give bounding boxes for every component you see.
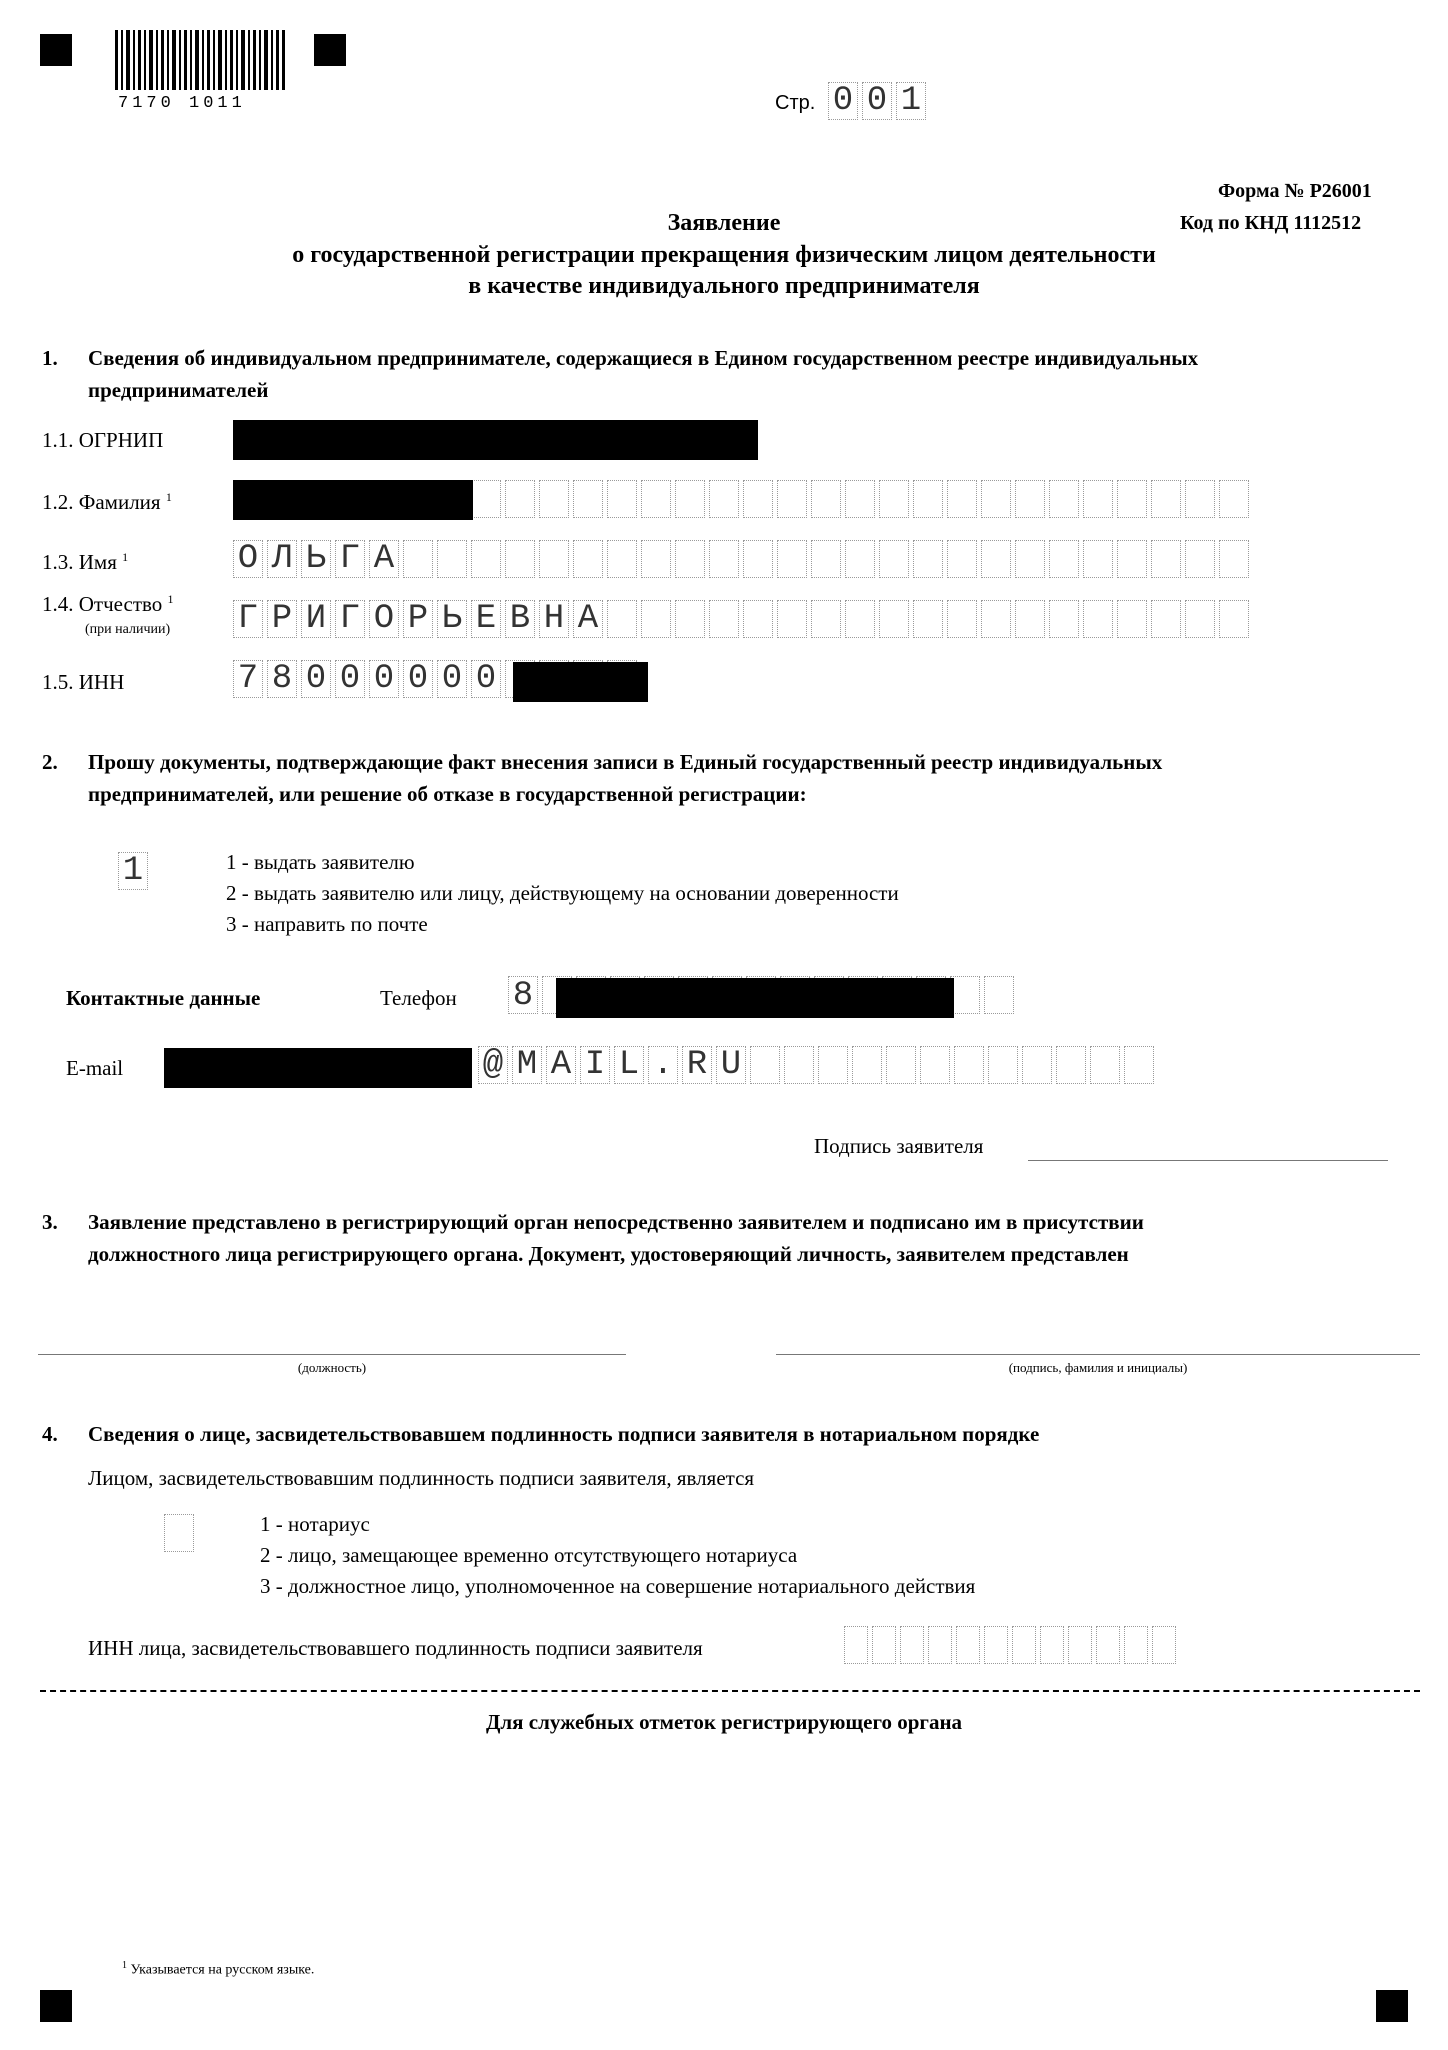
notary-intro: Лицом, засвидетельствовавшим подлинность подписи заявителя, является bbox=[88, 1466, 755, 1490]
corner-marker-bottom-right bbox=[1376, 1990, 1408, 2022]
char-cell[interactable] bbox=[1049, 480, 1079, 518]
char-cell[interactable] bbox=[984, 1626, 1008, 1664]
email-cells[interactable] bbox=[478, 1046, 1158, 1086]
char-cell[interactable] bbox=[1090, 1046, 1120, 1084]
ogrnip-redaction bbox=[233, 420, 758, 460]
page-label: Стр. bbox=[775, 92, 816, 114]
char-cell[interactable] bbox=[845, 480, 875, 518]
patronymic-footnote-mark: 1 bbox=[167, 592, 174, 606]
char-cell[interactable] bbox=[709, 600, 739, 638]
char-cell[interactable] bbox=[675, 480, 705, 518]
footnote-mark: 1 bbox=[122, 1960, 127, 1971]
char-cell[interactable]: О bbox=[233, 540, 263, 578]
char-cell[interactable] bbox=[750, 1046, 780, 1084]
section-3-number: 3. bbox=[42, 1210, 58, 1234]
char-cell[interactable] bbox=[471, 480, 501, 518]
page-digit: 1 bbox=[896, 82, 926, 120]
inn-label: 1.5. ИНН bbox=[42, 670, 125, 694]
char-cell[interactable] bbox=[1040, 1626, 1064, 1664]
char-cell[interactable]: 0 bbox=[403, 660, 433, 698]
patronymic-cells[interactable] bbox=[233, 600, 1253, 640]
patronymic-label bbox=[42, 592, 174, 617]
char-cell[interactable] bbox=[709, 540, 739, 578]
corner-marker-top-right bbox=[314, 34, 346, 66]
section-2-number: 2. bbox=[42, 750, 58, 774]
char-cell[interactable] bbox=[872, 1626, 896, 1664]
signature-line[interactable] bbox=[1028, 1160, 1388, 1161]
char-cell[interactable] bbox=[928, 1626, 952, 1664]
notary-choice-cell[interactable] bbox=[164, 1514, 198, 1554]
form-subtitle-1: о государственной регистрации прекращения физическим лицом деятельности bbox=[292, 242, 1156, 268]
char-cell[interactable] bbox=[954, 1046, 984, 1084]
char-cell[interactable] bbox=[641, 600, 671, 638]
char-cell[interactable] bbox=[607, 480, 637, 518]
char-cell[interactable] bbox=[1068, 1626, 1092, 1664]
char-cell[interactable]: Н bbox=[539, 600, 569, 638]
name-label bbox=[42, 550, 128, 575]
char-cell[interactable]: 0 bbox=[437, 660, 467, 698]
char-cell[interactable] bbox=[1083, 600, 1113, 638]
char-cell[interactable] bbox=[641, 480, 671, 518]
char-cell[interactable] bbox=[607, 600, 637, 638]
patronymic-note: (при наличии) bbox=[85, 622, 171, 637]
char-cell[interactable] bbox=[844, 1626, 868, 1664]
char-cell[interactable] bbox=[743, 480, 773, 518]
notary-choice-value[interactable] bbox=[164, 1514, 194, 1552]
barcode-number: 7170 1011 bbox=[118, 94, 246, 113]
char-cell[interactable] bbox=[641, 540, 671, 578]
char-cell[interactable] bbox=[777, 540, 807, 578]
char-cell[interactable]: 0 bbox=[471, 660, 501, 698]
notary-option-3: 3 - должностное лицо, уполномоченное на совершение нотариального действия bbox=[260, 1574, 976, 1598]
char-cell[interactable] bbox=[981, 540, 1011, 578]
char-cell[interactable]: Л bbox=[267, 540, 297, 578]
surname-label bbox=[42, 490, 172, 515]
char-cell[interactable]: 0 bbox=[369, 660, 399, 698]
char-cell[interactable] bbox=[988, 1046, 1018, 1084]
char-cell[interactable]: Г bbox=[335, 540, 365, 578]
page-digit: 0 bbox=[862, 82, 892, 120]
char-cell[interactable]: Ь bbox=[437, 600, 467, 638]
char-cell[interactable]: Г bbox=[335, 600, 365, 638]
char-cell[interactable] bbox=[675, 540, 705, 578]
page-digit: 0 bbox=[828, 82, 858, 120]
char-cell[interactable] bbox=[818, 1046, 848, 1084]
char-cell[interactable] bbox=[784, 1046, 814, 1084]
char-cell[interactable] bbox=[981, 480, 1011, 518]
char-cell[interactable] bbox=[777, 600, 807, 638]
char-cell[interactable] bbox=[539, 480, 569, 518]
surname-redaction bbox=[233, 480, 473, 520]
delivery-option-2: 2 - выдать заявителю или лицу, действующему на основании доверенности bbox=[226, 881, 899, 905]
ogrnip-label: 1.1. ОГРНИП bbox=[42, 428, 164, 452]
section-3-title-1: Заявление представлено в регистрирующий орган непосредственно заявителем и подписано им в присутствии bbox=[88, 1210, 1144, 1234]
char-cell[interactable] bbox=[1015, 540, 1045, 578]
position-caption: (должность) bbox=[297, 1360, 367, 1375]
char-cell[interactable] bbox=[811, 480, 841, 518]
char-cell[interactable] bbox=[675, 600, 705, 638]
corner-marker-top-left bbox=[40, 34, 72, 66]
char-cell[interactable] bbox=[1151, 480, 1181, 518]
char-cell[interactable] bbox=[1012, 1626, 1036, 1664]
char-cell[interactable] bbox=[573, 540, 603, 578]
char-cell[interactable]: 7 bbox=[233, 660, 263, 698]
char-cell[interactable] bbox=[845, 540, 875, 578]
char-cell[interactable]: Е bbox=[471, 600, 501, 638]
corner-marker-bottom-left bbox=[40, 1990, 72, 2022]
char-cell[interactable] bbox=[1219, 540, 1249, 578]
char-cell[interactable]: 0 bbox=[301, 660, 331, 698]
contacts-label: Контактные данные bbox=[66, 986, 261, 1010]
char-cell[interactable] bbox=[811, 540, 841, 578]
char-cell[interactable] bbox=[947, 540, 977, 578]
form-number: Форма № Р26001 bbox=[1218, 180, 1372, 202]
char-cell[interactable] bbox=[947, 600, 977, 638]
char-cell[interactable] bbox=[1083, 540, 1113, 578]
char-cell[interactable] bbox=[852, 1046, 882, 1084]
char-cell[interactable] bbox=[1083, 480, 1113, 518]
footnote bbox=[122, 1960, 314, 1979]
service-title: Для служебных отметок регистрирующего органа bbox=[485, 1710, 963, 1734]
char-cell[interactable] bbox=[1117, 540, 1147, 578]
char-cell[interactable]: L bbox=[614, 1046, 644, 1084]
char-cell[interactable]: I bbox=[580, 1046, 610, 1084]
phone-first-digit: 8 bbox=[512, 977, 534, 1015]
email-redaction bbox=[164, 1048, 472, 1088]
notary-option-2: 2 - лицо, замещающее временно отсутствующего нотариуса bbox=[260, 1543, 798, 1567]
section-1-number: 1. bbox=[42, 346, 58, 370]
char-cell[interactable]: @ bbox=[478, 1046, 508, 1084]
char-cell[interactable]: Р bbox=[267, 600, 297, 638]
char-cell[interactable] bbox=[913, 600, 943, 638]
char-cell[interactable] bbox=[920, 1046, 950, 1084]
char-cell[interactable]: Ь bbox=[301, 540, 331, 578]
char-cell[interactable] bbox=[879, 540, 909, 578]
char-cell[interactable]: . bbox=[648, 1046, 678, 1084]
char-cell[interactable]: A bbox=[546, 1046, 576, 1084]
delivery-choice-cell[interactable] bbox=[118, 852, 152, 892]
char-cell[interactable] bbox=[1015, 600, 1045, 638]
char-cell[interactable]: U bbox=[716, 1046, 746, 1084]
official-signature-caption: (подпись, фамилия и инициалы) bbox=[1008, 1360, 1188, 1375]
char-cell[interactable] bbox=[403, 540, 433, 578]
char-cell[interactable] bbox=[1049, 540, 1079, 578]
cut-line bbox=[40, 1690, 1420, 1692]
char-cell[interactable] bbox=[1124, 1046, 1154, 1084]
position-line[interactable] bbox=[38, 1354, 626, 1355]
char-cell[interactable] bbox=[743, 600, 773, 638]
inn-redaction bbox=[513, 662, 648, 702]
section-4-title: Сведения о лице, засвидетельствовавшем подлинность подписи заявителя в нотариальном порядке bbox=[88, 1422, 1040, 1446]
char-cell[interactable] bbox=[607, 540, 637, 578]
char-cell[interactable] bbox=[984, 976, 1014, 1014]
surname-footnote-mark: 1 bbox=[165, 490, 172, 504]
footnote-text: Указывается на русском языке. bbox=[130, 1962, 315, 1978]
form-subtitle-2: в качестве индивидуального предпринимателя bbox=[468, 273, 980, 299]
char-cell[interactable]: А bbox=[369, 540, 399, 578]
page-number-cells bbox=[828, 82, 930, 122]
section-1-title-2: предпринимателей bbox=[88, 378, 269, 402]
phone-redaction bbox=[556, 978, 954, 1018]
char-cell[interactable] bbox=[1015, 480, 1045, 518]
section-2-title-2: предпринимателей, или решение об отказе в государственной регистрации: bbox=[88, 782, 807, 806]
char-cell[interactable] bbox=[947, 480, 977, 518]
char-cell[interactable] bbox=[437, 540, 467, 578]
notary-inn-label: ИНН лица, засвидетельствовавшего подлинность подписи заявителя bbox=[88, 1636, 703, 1660]
char-cell[interactable] bbox=[811, 600, 841, 638]
char-cell[interactable] bbox=[1151, 600, 1181, 638]
char-cell[interactable]: В bbox=[505, 600, 535, 638]
char-cell[interactable] bbox=[539, 540, 569, 578]
char-cell[interactable] bbox=[743, 540, 773, 578]
barcode-icon bbox=[115, 30, 285, 90]
char-cell[interactable] bbox=[1152, 1626, 1176, 1664]
char-cell[interactable] bbox=[913, 480, 943, 518]
name-label-text: 1.3. Имя bbox=[42, 550, 117, 574]
char-cell[interactable] bbox=[879, 600, 909, 638]
char-cell[interactable] bbox=[777, 480, 807, 518]
email-label: E-mail bbox=[66, 1056, 124, 1080]
char-cell[interactable] bbox=[879, 480, 909, 518]
char-cell[interactable] bbox=[981, 600, 1011, 638]
delivery-option-1: 1 - выдать заявителю bbox=[226, 850, 415, 874]
char-cell[interactable] bbox=[505, 540, 535, 578]
char-cell[interactable] bbox=[1185, 480, 1215, 518]
char-cell[interactable] bbox=[950, 976, 980, 1014]
notary-option-1: 1 - нотариус bbox=[260, 1512, 370, 1536]
name-cells[interactable] bbox=[233, 540, 1253, 580]
surname-label-text: 1.2. Фамилия bbox=[42, 490, 161, 514]
char-cell[interactable]: M bbox=[512, 1046, 542, 1084]
char-cell[interactable]: 0 bbox=[335, 660, 365, 698]
char-cell[interactable]: И bbox=[301, 600, 331, 638]
char-cell[interactable] bbox=[709, 480, 739, 518]
delivery-option-3: 3 - направить по почте bbox=[226, 912, 428, 936]
char-cell[interactable] bbox=[845, 600, 875, 638]
char-cell[interactable]: R bbox=[682, 1046, 712, 1084]
char-cell[interactable] bbox=[900, 1626, 924, 1664]
char-cell[interactable] bbox=[1022, 1046, 1052, 1084]
char-cell[interactable]: Р bbox=[403, 600, 433, 638]
name-footnote-mark: 1 bbox=[122, 550, 129, 564]
patronymic-label-text: 1.4. Отчество bbox=[42, 592, 163, 616]
section-1-title-1: Сведения об индивидуальном предпринимателе, содержащиеся в Едином государственном реестре индивидуальных bbox=[88, 346, 1199, 370]
char-cell[interactable] bbox=[1117, 480, 1147, 518]
char-cell[interactable] bbox=[1049, 600, 1079, 638]
char-cell[interactable] bbox=[956, 1626, 980, 1664]
phone-label: Телефон bbox=[380, 986, 457, 1010]
char-cell[interactable]: Г bbox=[233, 600, 263, 638]
char-cell[interactable]: А bbox=[573, 600, 603, 638]
char-cell[interactable] bbox=[1219, 480, 1249, 518]
char-cell[interactable] bbox=[886, 1046, 916, 1084]
char-cell[interactable]: 8 bbox=[267, 660, 297, 698]
char-cell[interactable] bbox=[1124, 1626, 1148, 1664]
char-cell[interactable] bbox=[1185, 600, 1215, 638]
delivery-choice-value[interactable]: 1 bbox=[118, 852, 148, 890]
char-cell[interactable] bbox=[1117, 600, 1147, 638]
official-signature-line[interactable] bbox=[776, 1354, 1420, 1355]
signature-label: Подпись заявителя bbox=[814, 1134, 984, 1158]
char-cell[interactable] bbox=[1219, 600, 1249, 638]
form-knd: Код по КНД 1112512 bbox=[1180, 212, 1362, 234]
char-cell[interactable] bbox=[471, 540, 501, 578]
char-cell[interactable] bbox=[1185, 540, 1215, 578]
form-title: Заявление bbox=[667, 210, 781, 236]
section-3-title-2: должностного лица регистрирующего органа. Документ, удостоверяющий личность, заявителем представлен bbox=[88, 1242, 1129, 1266]
char-cell[interactable] bbox=[1096, 1626, 1120, 1664]
notary-inn-cells[interactable] bbox=[844, 1626, 1180, 1666]
char-cell[interactable] bbox=[913, 540, 943, 578]
char-cell[interactable] bbox=[573, 480, 603, 518]
section-4-number: 4. bbox=[42, 1422, 58, 1446]
char-cell[interactable] bbox=[1056, 1046, 1086, 1084]
char-cell[interactable] bbox=[505, 480, 535, 518]
char-cell[interactable]: О bbox=[369, 600, 399, 638]
char-cell[interactable] bbox=[1151, 540, 1181, 578]
section-2-title-1: Прошу документы, подтверждающие факт внесения записи в Единый государственный реестр индивидуальных bbox=[88, 750, 1163, 774]
